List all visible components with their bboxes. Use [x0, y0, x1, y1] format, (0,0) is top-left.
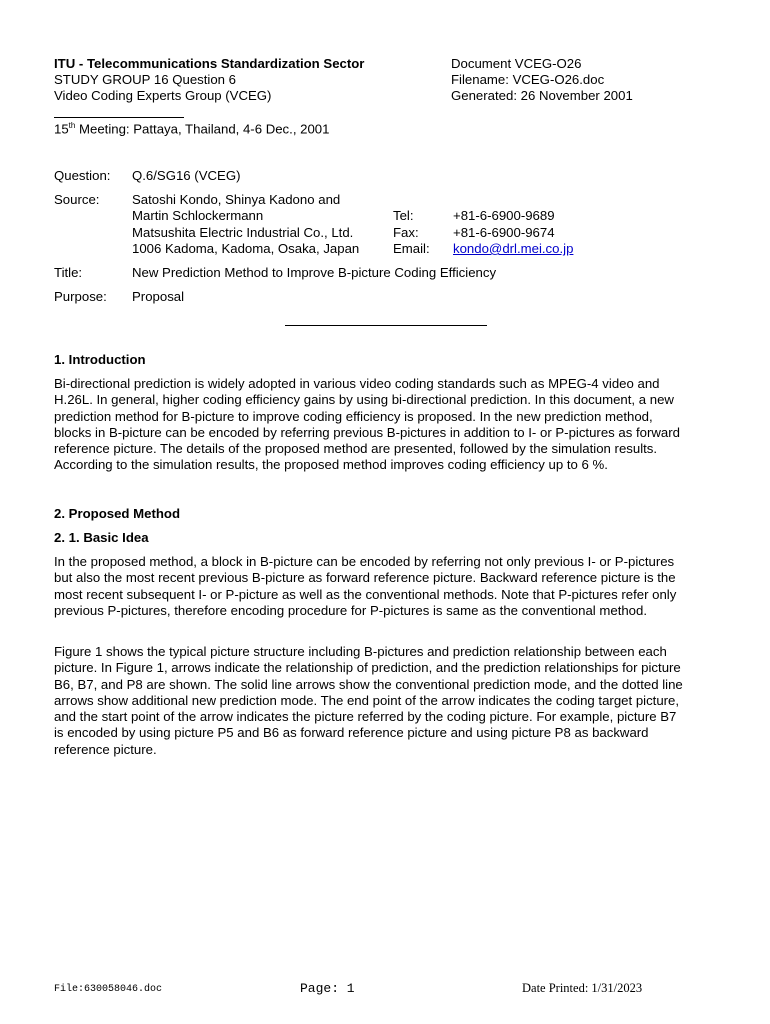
- tel-label: Tel:: [393, 208, 414, 223]
- filename: Filename: VCEG-O26.doc: [451, 72, 605, 87]
- meeting-suffix: th: [68, 121, 76, 130]
- paragraph-line: In the proposed method, a block in B-picture can be encoded by referring not only previous I- or P-pictures: [54, 554, 675, 569]
- tel-value: +81-6-6900-9689: [453, 208, 555, 223]
- paragraph-line: B6, B7, and P8 are shown. The solid line arrows show the conventional prediction mode, and the dotted line: [54, 676, 683, 692]
- paragraph-line: Figure 1 shows the typical picture structure including B-pictures and prediction relationship between each: [54, 644, 667, 659]
- paragraph-line: reference picture. The details of the proposed method are presented, followed by the simulation results.: [54, 441, 658, 457]
- paragraph-line: Bi-directional prediction is widely adopted in various video coding standards such as MPEG-4 video and: [54, 376, 660, 391]
- paragraph-line: blocks in B-picture can be encoded by referring previous B-pictures in addition to I- or P-pictures as forward: [54, 424, 680, 440]
- paragraph-line: arrows show additional new prediction mode. The end point of the arrow indicates the coding target picture,: [54, 692, 680, 708]
- paragraph-line: H.26L. In general, higher coding efficiency gains by using bi-directional prediction. In this document, a new: [54, 392, 674, 408]
- figure-description-paragraph: [54, 644, 719, 758]
- paragraph-line: previous P-pictures, therefore encoding procedure for P-pictures is same as the conventional method.: [54, 602, 648, 618]
- study-group: STUDY GROUP 16 Question 6: [54, 72, 237, 87]
- meta-divider: [285, 325, 487, 326]
- source-line: Martin Schlockermann: [132, 208, 264, 223]
- section-heading-proposed-method: 2. Proposed Method: [54, 506, 181, 521]
- purpose-label: Purpose:: [54, 289, 107, 304]
- fax-value: +81-6-6900-9674: [453, 225, 555, 240]
- paragraph-line: and the start point of the arrow indicates the picture referred by the coding picture. For example, picture B7: [54, 709, 677, 725]
- meeting-details: Meeting: Pattaya, Thailand, 4-6 Dec., 2001: [75, 121, 330, 137]
- paragraph-line: prediction method for B-picture to improve coding efficiency is proposed. In the new prediction method,: [54, 408, 653, 424]
- source-line: Satoshi Kondo, Shinya Kadono and: [132, 192, 341, 207]
- paragraph-line: According to the simulation results, the proposed method improves coding efficiency up to 6 %.: [54, 457, 608, 473]
- footer-filename: File:630058046.doc: [54, 984, 163, 995]
- title-value: New Prediction Method to Improve B-picture Coding Efficiency: [132, 265, 497, 280]
- generated-date: Generated: 26 November 2001: [451, 88, 633, 103]
- meeting-info: [54, 121, 329, 136]
- question-label: Question:: [54, 168, 111, 183]
- header-rule: [54, 117, 184, 118]
- title-label: Title:: [54, 265, 83, 280]
- org-name: ITU - Telecommunications Standardization Sector: [54, 56, 365, 71]
- subsection-heading-basic-idea: 2. 1. Basic Idea: [54, 530, 149, 545]
- paragraph-line: is encoded by using picture P5 and B6 as forward reference picture and using picture P8 as backward: [54, 725, 649, 741]
- footer-page-number: Page: 1: [300, 981, 355, 996]
- section-heading-introduction: 1. Introduction: [54, 352, 146, 367]
- source-line: Matsushita Electric Industrial Co., Ltd.: [132, 225, 354, 240]
- footer-date-printed: Date Printed: 1/31/2023: [522, 981, 643, 995]
- basic-idea-paragraph: [54, 554, 719, 619]
- paragraph-line: picture. In Figure 1, arrows indicate the relationship of prediction, and the prediction relationships for picture: [54, 660, 681, 676]
- paragraph-line: but also the most recent previous B-picture as forward reference picture. Backward reference picture is the: [54, 570, 676, 586]
- fax-label: Fax:: [393, 225, 419, 240]
- purpose-value: Proposal: [132, 289, 185, 304]
- source-line: 1006 Kadoma, Kadoma, Osaka, Japan: [132, 241, 360, 256]
- document-id: Document VCEG-O26: [451, 56, 582, 71]
- meeting-number: 15: [54, 121, 69, 137]
- email-link[interactable]: kondo@drl.mei.co.jp: [453, 241, 574, 256]
- paragraph-line: reference picture.: [54, 741, 157, 757]
- question-value: Q.6/SG16 (VCEG): [132, 168, 241, 183]
- email-label: Email:: [393, 241, 430, 256]
- introduction-paragraph: [54, 376, 719, 474]
- source-label: Source:: [54, 192, 100, 207]
- paragraph-line: most recent subsequent I- or P-picture as well as the conventional methods. Note that P-pictures refer only: [54, 586, 677, 602]
- group-name: Video Coding Experts Group (VCEG): [54, 88, 272, 103]
